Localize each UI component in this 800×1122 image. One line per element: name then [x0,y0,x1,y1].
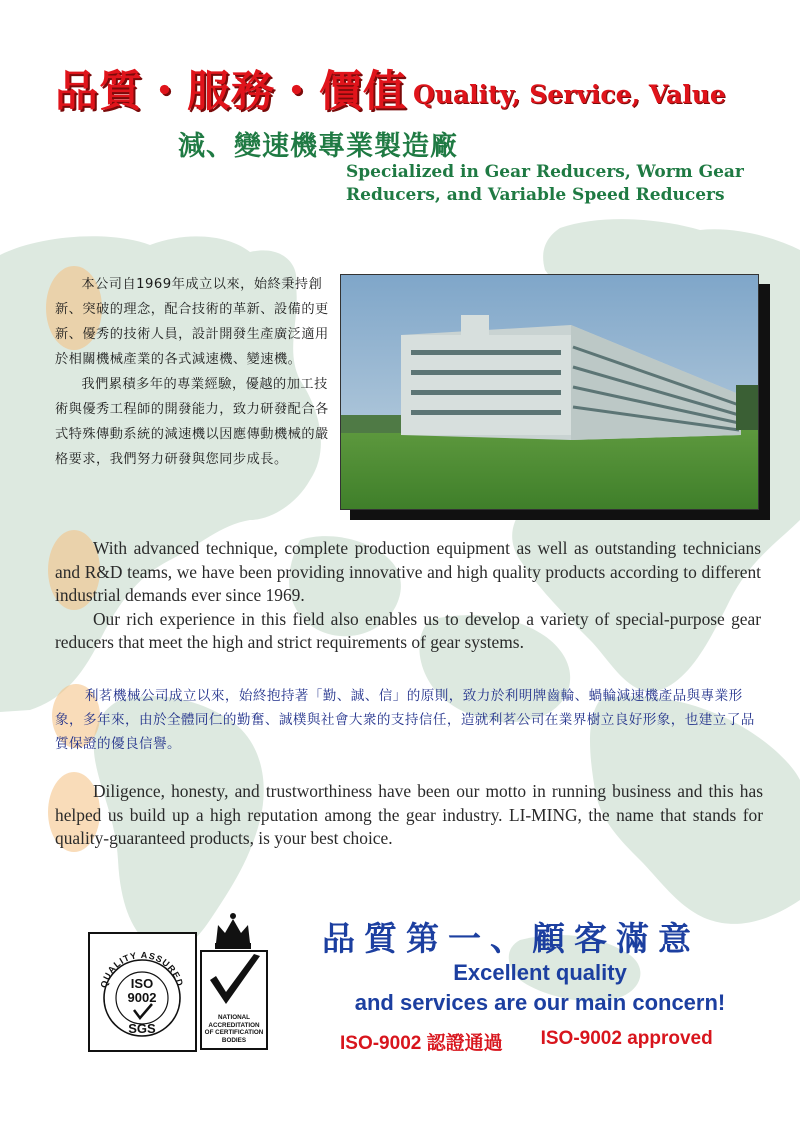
nat-line: ACCREDITATION [208,1021,260,1029]
nat-line: BODIES [221,1036,247,1044]
intro-en-paragraph-1: With advanced technique, complete production equipment as well as outstanding technicians and R&D teams, we have been providing innovative and high quality products according to different industrial demands ever since 1969. [55,538,761,605]
subtitle-en: Specialized in Gear Reducers, Worm Gear Reducers, and Variable Speed Reducers [346,162,744,205]
page-title-en: Quality, Service, Value [413,80,726,109]
subtitle-zh: 減、變速機專業製造廠 [178,131,458,162]
motto-en-paragraph: Diligence, honesty, and trustworthiness have been our motto in running business and this has helped us build up a high reputation among the gear industry. LI-MING, the name that stands for quality-guaranteed products, is your best choice. [55,781,763,848]
crown-icon [212,911,254,951]
iso-approval-line [340,1028,713,1055]
intro-en [55,537,761,655]
intro-zh-paragraph-2: 我們累積多年的專業經驗，優越的加工技術與優秀工程師的開發能力，致力研發配合各式特殊傳動系統的減速機以因應傳動機械的嚴格要求，我們努力研發與您同步成長。 [55,377,329,467]
iso-approval-zh: ISO-9002 認證通過 [340,1033,503,1054]
motto-zh-paragraph: 利茗機械公司成立以來，始終抱持著「勤、誠、信」的原則，致力於利明牌齒輪、蝸輪減速機產品與專業形象，多年來，由於全體同仁的勤奮、誠樸與社會大衆的支持信任，造就利茗公司在業界樹立良好形象，也建立了品質保證的優良信譽。 [55,688,755,752]
sgs-ring-text: QUALITY ASSURED [98,949,186,989]
sgs-iso-text: ISO [130,976,154,991]
iso-approval-en: ISO-9002 approved [540,1028,713,1049]
quality-slogan-en [320,958,760,1018]
nat-line: OF CERTIFICATION [204,1029,264,1036]
quality-slogan-en-line-1: Excellent quality [453,960,627,985]
page-title-zh: 品質・服務・價值 [55,67,407,117]
national-accreditation-logo [200,950,268,1050]
sgs-number-text: 9002 [127,990,157,1005]
factory-photo [340,274,759,510]
nat-line: NATIONAL [217,1014,251,1021]
national-accreditation-text [202,1014,266,1044]
sgs-brand-text: SGS [128,1021,156,1036]
intro-zh [55,272,340,472]
intro-en-paragraph-2: Our rich experience in this field also enables us to develop a variety of special-purpose gear reducers that meet the high and strict requirements of gear systems. [55,608,761,652]
quality-slogan-en-line-2: and services are our main concern! [354,990,726,1015]
intro-zh-paragraph-1: 本公司自1969年成立以來，始終秉持創新、突破的理念，配合技術的革新、設備的更新、優秀的技術人員，設計開發生產廣泛適用於相關機械產業的各式減速機、變速機。 [55,277,329,367]
checkmark-icon [202,952,266,1012]
sgs-iso-logo [88,932,197,1052]
quality-slogan-zh: 品質第一、顧客滿意 [322,919,700,958]
